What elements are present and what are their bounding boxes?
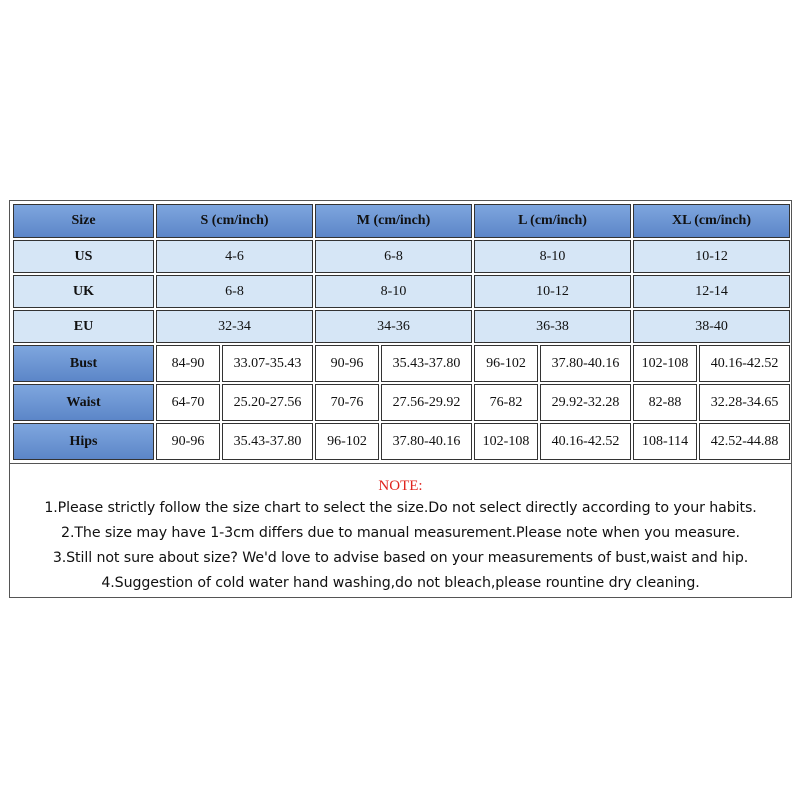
row-bust [13, 345, 790, 382]
table-cell: 38-40 [633, 310, 790, 343]
table-cell: 70-76 [315, 384, 379, 421]
row-label: EU [13, 310, 154, 343]
table-cell: 8-10 [474, 240, 631, 273]
header-l: L (cm/inch) [474, 204, 631, 238]
table-cell: 40.16-42.52 [540, 423, 631, 460]
size-chart [9, 200, 792, 598]
row-hips [13, 423, 790, 460]
row-waist [13, 384, 790, 421]
row-eu [13, 310, 790, 343]
row-uk [13, 275, 790, 308]
table-cell: 10-12 [633, 240, 790, 273]
size-header: Size [13, 204, 154, 238]
table-cell: 29.92-32.28 [540, 384, 631, 421]
notes-section [10, 463, 791, 596]
table-cell: 34-36 [315, 310, 472, 343]
note-title: NOTE: [378, 478, 423, 494]
row-label: UK [13, 275, 154, 308]
table-cell: 33.07-35.43 [222, 345, 313, 382]
note-line-1: 1.Please strictly follow the size chart to select the size.Do not select directly according to your habits. [44, 500, 757, 516]
table-cell: 10-12 [474, 275, 631, 308]
table-cell: 90-96 [315, 345, 379, 382]
table-cell: 90-96 [156, 423, 220, 460]
row-label: US [13, 240, 154, 273]
row-label: Bust [13, 345, 154, 382]
table-cell: 96-102 [315, 423, 379, 460]
note-line-2: 2.The size may have 1-3cm differs due to manual measurement.Please note when you measure. [61, 525, 740, 541]
header-row [13, 204, 790, 238]
table-cell: 6-8 [156, 275, 313, 308]
table-cell: 108-114 [633, 423, 697, 460]
table-cell: 84-90 [156, 345, 220, 382]
row-us [13, 240, 790, 273]
size-table [11, 202, 792, 462]
note-line-4: 4.Suggestion of cold water hand washing,do not bleach,please rountine dry cleaning. [101, 575, 700, 591]
table-cell: 36-38 [474, 310, 631, 343]
table-cell: 96-102 [474, 345, 538, 382]
table-cell: 76-82 [474, 384, 538, 421]
table-cell: 32-34 [156, 310, 313, 343]
table-cell: 6-8 [315, 240, 472, 273]
note-line-3: 3.Still not sure about size? We'd love to advise based on your measurements of bust,waist and hip. [52, 550, 749, 566]
table-cell: 82-88 [633, 384, 697, 421]
row-label: Hips [13, 423, 154, 460]
table-cell: 32.28-34.65 [699, 384, 790, 421]
table-cell: 37.80-40.16 [381, 423, 472, 460]
table-cell: 8-10 [315, 275, 472, 308]
header-s: S (cm/inch) [156, 204, 313, 238]
row-label: Waist [13, 384, 154, 421]
table-cell: 37.80-40.16 [540, 345, 631, 382]
table-cell: 64-70 [156, 384, 220, 421]
table-cell: 27.56-29.92 [381, 384, 472, 421]
table-cell: 35.43-37.80 [381, 345, 472, 382]
header-m: M (cm/inch) [315, 204, 472, 238]
table-cell: 102-108 [633, 345, 697, 382]
table-cell: 25.20-27.56 [222, 384, 313, 421]
table-cell: 35.43-37.80 [222, 423, 313, 460]
table-cell: 12-14 [633, 275, 790, 308]
table-cell: 4-6 [156, 240, 313, 273]
table-cell: 40.16-42.52 [699, 345, 790, 382]
table-cell: 42.52-44.88 [699, 423, 790, 460]
header-xl: XL (cm/inch) [633, 204, 790, 238]
table-cell: 102-108 [474, 423, 538, 460]
